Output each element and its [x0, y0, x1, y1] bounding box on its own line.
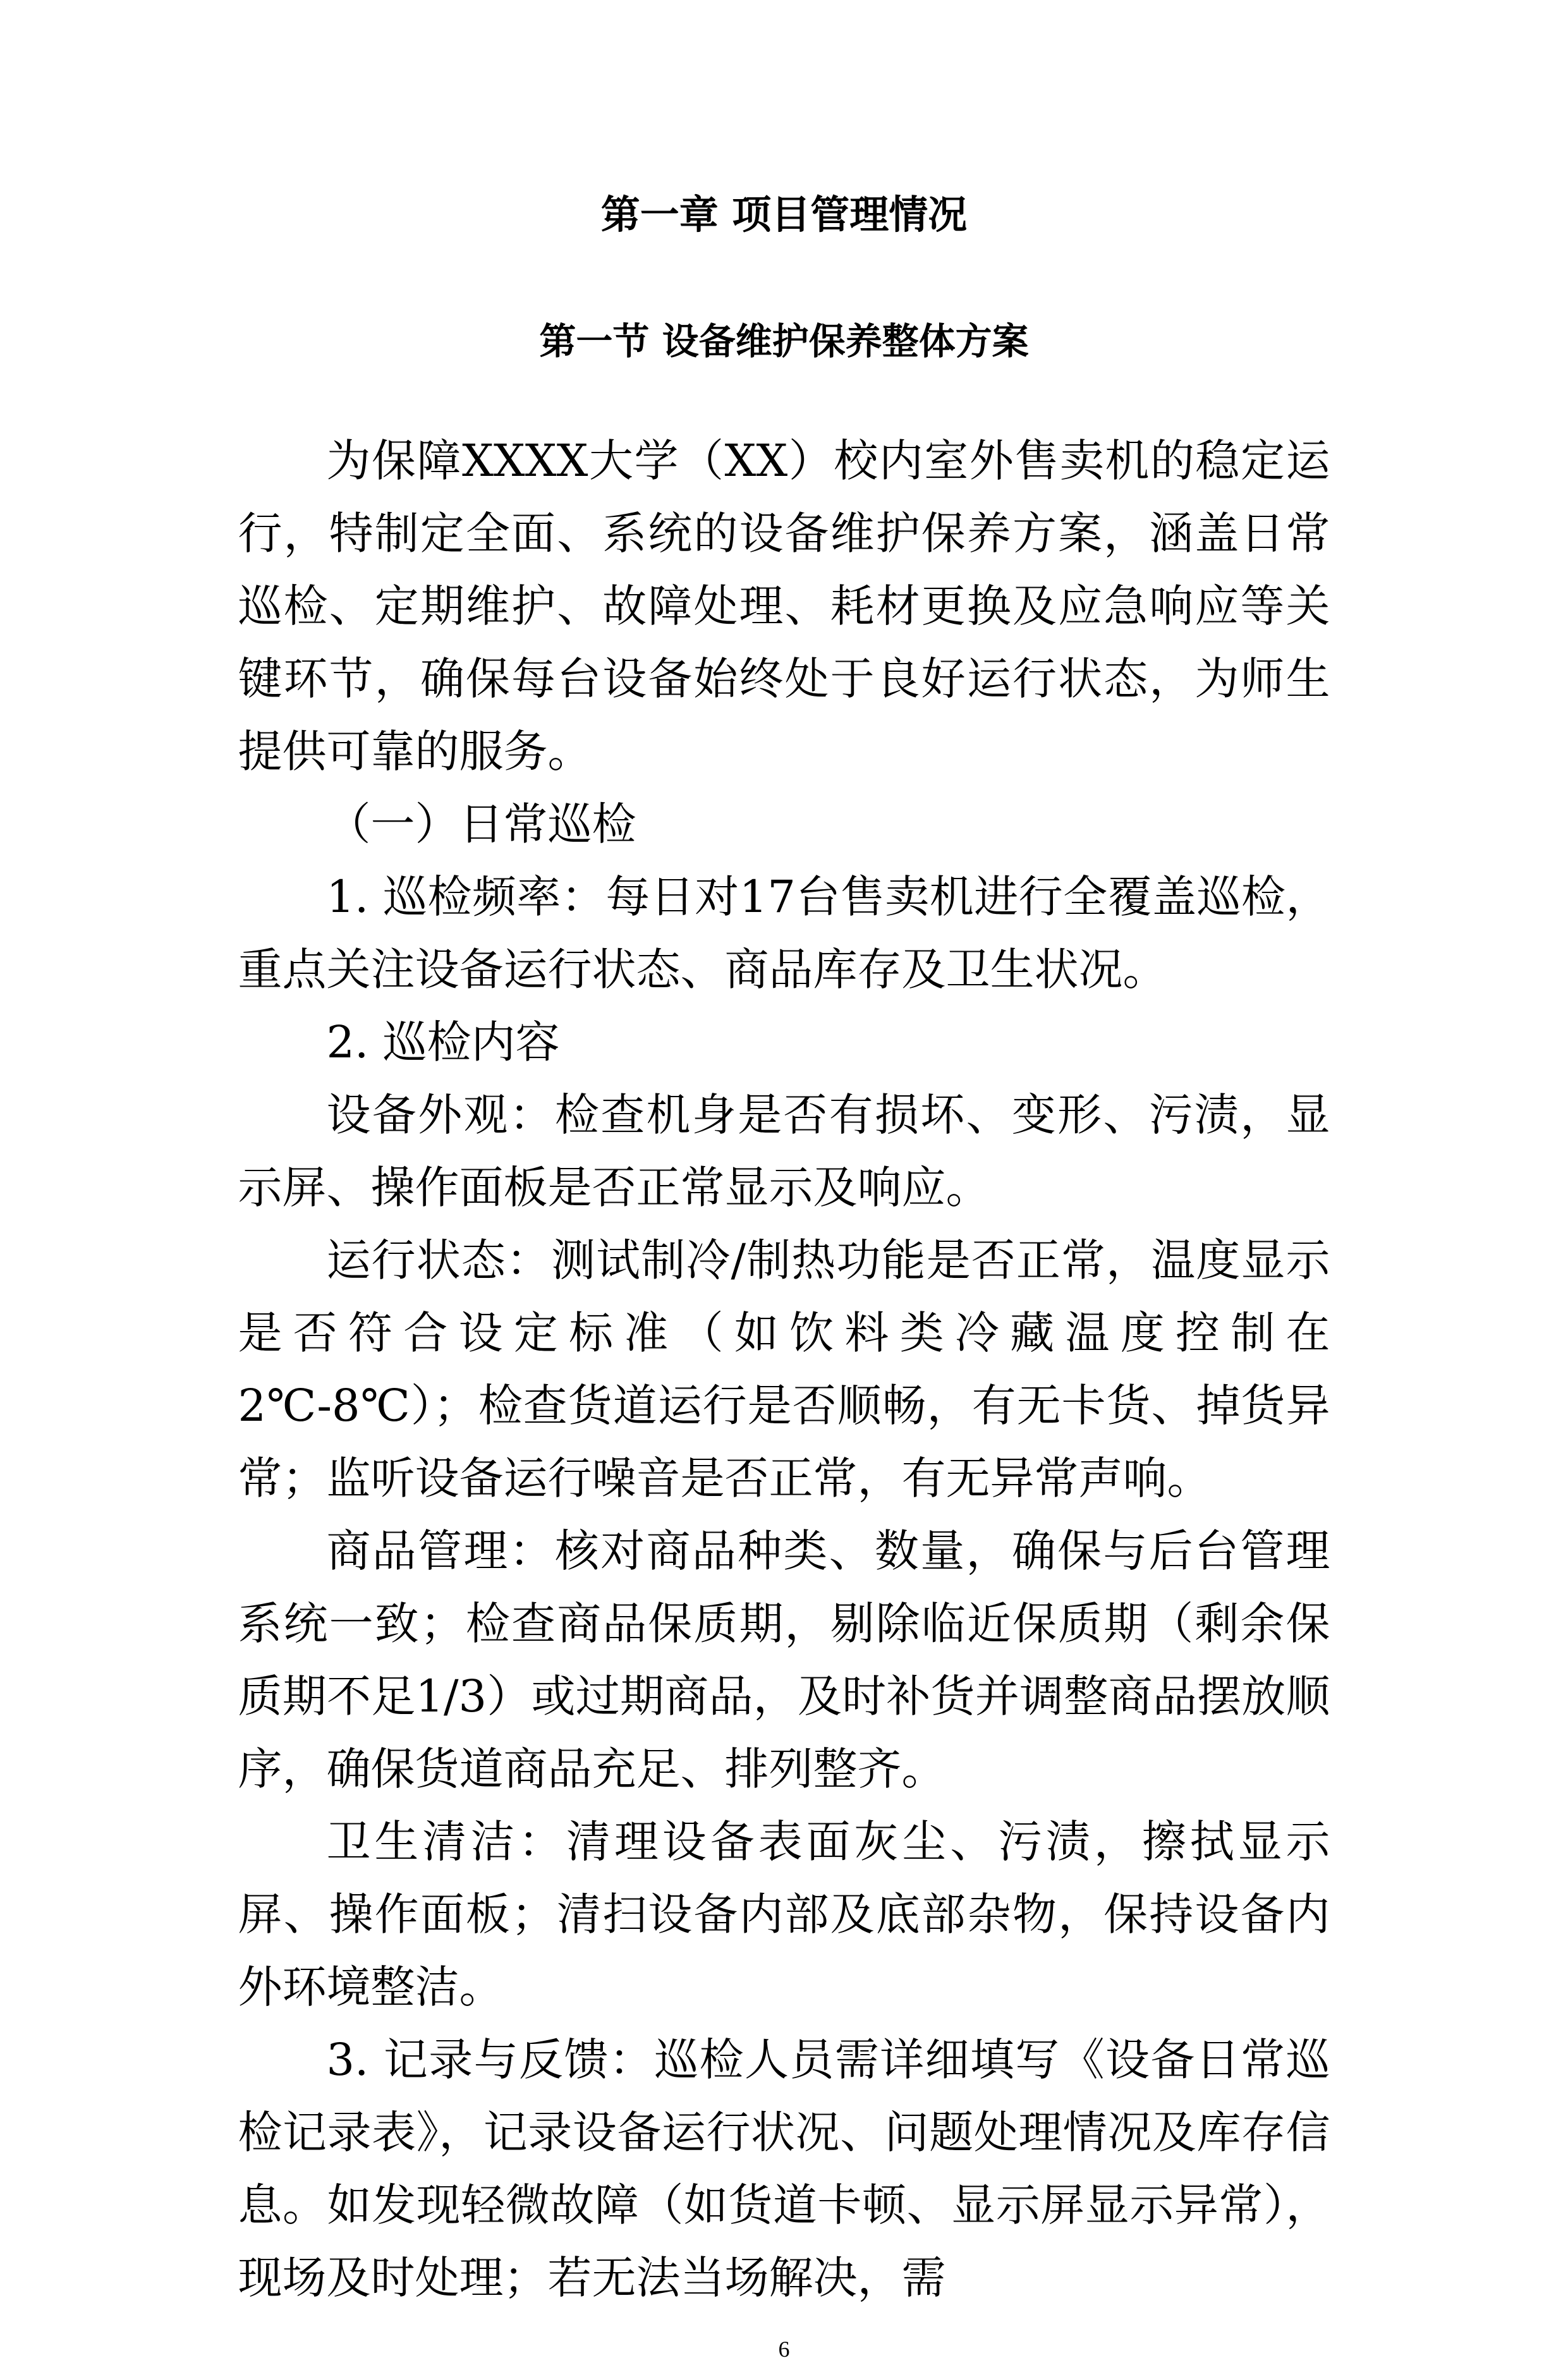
paragraph-operation-status: 运行状态：测试制冷/制热功能是否正常，温度显示是否符合设定标准（如饮料类冷藏温度控制在2℃-8℃）；检查货道运行是否顺畅，有无卡货、掉货异常；监听设备运行噪音是否正常，有无异常声响。 — [238, 1234, 1330, 1504]
paragraph-appearance: 设备外观：检查机身是否有损坏、变形、污渍，显示屏、操作面板是否正常显示及响应。 — [238, 1089, 1330, 1213]
paragraph-frequency: 1. 巡检频率：每日对17台售卖机进行全覆盖巡检，重点关注设备运行状态、商品库存及卫生状况。 — [238, 871, 1330, 995]
paragraph-intro: 为保障XXXX大学（XX）校内室外售卖机的稳定运行，特制定全面、系统的设备维护保养方案，涵盖日常巡检、定期维护、故障处理、耗材更换及应急响应等关键环节，确保每台设备始终处于良好运行状态，为师生提供可靠的服务。 — [238, 435, 1330, 777]
heading-inspection-content: 2. 巡检内容 — [326, 1016, 560, 1068]
chapter-title: 第一章 项目管理情况 — [600, 192, 968, 238]
section-title: 第一节 设备维护保养整体方案 — [539, 320, 1029, 363]
paragraph-cleaning: 卫生清洁：清理设备表面灰尘、污渍，擦拭显示屏、操作面板；清扫设备内部及底部杂物，保持设备内外环境整洁。 — [238, 1816, 1330, 2013]
body-text — [238, 425, 1330, 2314]
page-number: 6 — [778, 2337, 790, 2362]
heading-daily-inspection: （一）日常巡检 — [326, 798, 636, 850]
paragraph-record-feedback: 3. 记录与反馈：巡检人员需详细填写《设备日常巡检记录表》，记录设备运行状况、问题处理情况及库存信息。如发现轻微故障（如货道卡顿、显示屏显示异常），现场及时处理；若无法当场解决，需 — [238, 2034, 1330, 2304]
paragraph-goods-management: 商品管理：核对商品种类、数量，确保与后台管理系统一致；检查商品保质期，剔除临近保质期（剩余保质期不足1/3）或过期商品，及时补货并调整商品摆放顺序，确保货道商品充足、排列整齐。 — [238, 1525, 1330, 1795]
